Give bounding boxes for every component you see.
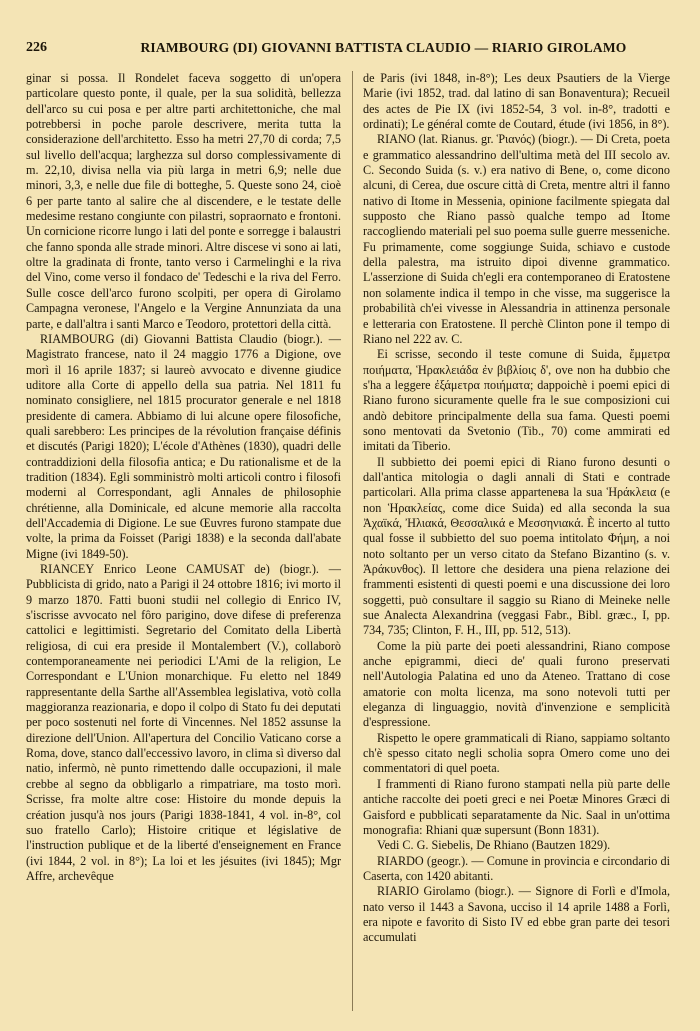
- column-divider: [352, 71, 353, 1011]
- paragraph: Come la più parte dei poeti alessandrini, Riano compose anche epigrammi, dieci de' quali furono preservati nell'Autologia Palatina ed uno da Ateneo. Trattano di cose amatorie con molta licenza, ma sono notevoli tutti per eleganza di linguaggio, novità d'invenzione e semplicità d'espressione.: [363, 638, 670, 730]
- paragraph: de Paris (ivi 1848, in-8°); Les deux Psautiers de la Vierge Marie (ivi 1852, trad. dal latino di san Bonaventura); Recueil des actes de Pie IX (ivi 1852-54, 3 vol. in-8°, tradotti e ordinati); Le général comte de Coutard, étude (ivi 1856, in 8°).: [363, 71, 670, 132]
- paragraph: Rispetto le opere grammaticali di Riano, sappiamo soltanto ch'è spesso citato negli scholia sopra Omero come uno dei commentatori di quel poeta.: [363, 730, 670, 776]
- paragraph: Il subbietto dei poemi epici di Riano furono desunti o dall'antica mitologia o dagli annali di Stati e contrade particolari. Alla prima classe appartenева la sua Ἡράκλεια (e non Ἡρακλείας, come dice Suida) ed alla seconda la sua Ἀχαϊκά, Ἠλιακά, Θεσσαλικά e Μεσσηνιακά. È incerto al tutto qual fosse il subbietto del suo poema intitolato Φήμη, a noi noto soltanto per un verso citato da Stefano Bizantino (s. v. Ἀράκυνθος). Il lettore che desidera una piena relazione dei frammenti esistenti di questi poemi e una discussione dei loro soggetti, può consultare il saggio su Riano di Meineke nelle sue Analecta Alexandrina (veggasi Fabr., Bibl. græc., I, pp. 734, 735; Clinton, F. H., III, pp. 512, 513).: [363, 454, 670, 638]
- page-header: [26, 38, 666, 60]
- right-column: [363, 71, 670, 946]
- entry-riambourg: RIAMBOURG (di) Giovanni Battista Claudio (biogr.). — Magistrato francese, nato il 24 maggio 1776 a Digione, ove morì il 16 aprile 1837; si laureò avvocato e divenne giudice uditore alla Corte di appello della sua patria. Nel 1811 fu nominato consigliere, nel 1815 procurator generale e nel 1818 presidente di camera. Abbiamo di lui alcune opere filosofiche, quali sarebbero: Les principes de la révolution française définis et discutés (Parigi 1820); L'école d'Athènes (1830), quadri delle contraddizioni della filosofia antica; e Du rationalisme et de la tradition (1834). Egli somministrò molti articoli contro i filosofi moderni al Correspondant, agli Annales de philosophie chrétienne, alla Dominicale, ed alcune memorie alla raccolta dell'Accademia di Digione. Le sue Œuvres furono stampate due volte, la prima da Foisset (Parigi 1838) e la seconda dall'abate Migne (ivi 1849-50).: [26, 331, 341, 561]
- page-number: 226: [26, 40, 47, 55]
- entry-riano: RIANO (lat. Rianus. gr. Ῥιανός) (biogr.). — Di Creta, poeta e grammatico alessandrino dell'ultima metà del III secolo av. C. Secondo Suida (s. v.) era nativo di Bene, o, come dicono alcuni, di Cerea, due oscure città di Creta, mentre altri il fanno nativo di Itome in Messenia, opinione facilmente spiegata dal supposto che Riano passò qualche tempo ad Itome raccogliendo materiali pel suo poema sulle guerre messeniche. Fu primamente, come soggiunge Suida, schiavo e custode della palestra, ma istruito dipoi divenne grammatico. L'asserzione di Suida ch'egli era contemporaneo di Eratostene non solamente indica il tempo in che visse, ma suggerisce la probabilità ch'ei vivesse in Alessandria in attinenza personale e letteraria con Eratostene. Il perchè Clinton pone il tempo di Riano nel 222 av. C.: [363, 132, 670, 346]
- paragraph: Ei scrisse, secondo il teste comune di Suida, ἔμμετρα ποιήματα, Ἡρακλειάδα ἐν βιβλίοις δ', ove non ha dubbio che s'ha a leggere ἐξάμετρα ποιήματα; dappoichè i poemi epici di Riano furono sicuramente quelle fra le sue composizioni cui andò debitore principalmente della sua fama. Questi poemi sono mentovati da Svetonio (Tib., 70) come ammirati ed imitati da Tiberio.: [363, 347, 670, 454]
- paragraph: ginar si possa. Il Rondelet faceva soggetto di un'opera particolare questo ponte, il quale, per la sua solidità, bellezza dell'arco su cui posa e per altre parti architettoniche, che mal potrebbersi in poche parole descrivere, merita tutta la considerazione dell'architetto. Esso ha metri 27,70 di corda; 7,5 sul livello dell'acqua; larghezza sul dorso complessivamente di m. 22,10, divisa nella via più larga in metri 6,9; nelle due minori, 3,3, e nelle due file di botteghe, 5. Queste sono 24, cioè 6 per parte tanto al salire che al discendere, e le testate delle medesime restano congiunte con pilastri, sopraornato e frontoni. Un cornicione ricorre lungo i lati del ponte e sorregge i balaustri che fanno sponda alle strade minori. Altre discese vi sono ai lati, oltre la gradinata di fronte, tanto verso i Carmelinghi e la riva del Vino, come verso il fondaco de' Tedeschi e la riva del Ferro. Sulle cosce dell'arco furono scolpiti, per opera di Girolamo Campagna veronese, l'Angelo e la Vergine Annunziata da una parte, e dall'altra i santi Marco e Teodoro, protettori della città.: [26, 71, 341, 331]
- left-column: [26, 71, 341, 884]
- paragraph: Vedi C. G. Siebelis, De Rhiano (Bautzen 1829).: [377, 838, 611, 853]
- running-title: RIAMBOURG (DI) GIOVANNI BATTISTA CLAUDIO — RIARIO GIROLAMO: [140, 40, 627, 55]
- paragraph: I frammenti di Riano furono stampati nella più parte delle antiche raccolte dei poeti greci e nei Poetæ Minores Græci di Gaisford e pubblicati separatamente da Nic. Saal in un'ottima monografia: Rhiani quæ supersunt (Bonn 1831).: [363, 776, 670, 837]
- entry-riario: RIARIO Girolamo (biogr.). — Signore di Forlì e d'Imola, nato verso il 1443 a Savona, ucciso il 14 aprile 1488 a Forlì, era nipote e favorito di Sisto IV ed ebbe gran parte dei tesori accumulati: [363, 884, 670, 945]
- entry-riardo: RIARDO (geogr.). — Comune in provincia e circondario di Caserta, con 1420 abitanti.: [363, 853, 670, 883]
- entry-riancey: RIANCEY Enrico Leone CAMUSAT de) (biogr.). — Pubblicista di grido, nato a Parigi il 24 ottobre 1816; ivi morto il 9 marzo 1870. Fatti buoni studii nel collegio di Enrico IV, s'iscrisse avvocato nel fôro parigino, dove difese di preferenza cattolici e legittimisti. Segretario del Comitato della Libertà religiosa, di cui era preside il Montalembert (V.), collaborò contemporaneamente nei periodici L'Ami de la religion, Le Correspondant e L'Union monarchique. Fu eletto nel 1849 rappresentante della Sarthe all'Assemblea legislativa, votò colla maggioranza reazionaria, e dopo il colpo di Stato fu dei deputati per poco sostenuti nel forte di Vincennes. Nel 1852 assunse la direzione dell'Union. All'apertura del Concilio Vaticano corse a Roma, dove, stanco dall'eccessivo lavoro, in clima sì diverso dal natio, infermò, nè punto rimettendo dalle occupazioni, il male crebbe al segno da obbligarlo a rimpatriare, ma tosto morì. Scrisse, fra molte altre cose: Histoire du monde depuis la création jusqu'à nos jours (Parigi 1838-1841, 4 vol. in-8°, col suo fratello Carlo); Histoire critique et législative de l'instruction publique et de la liberté d'enseignement en France (ivi 1844, 2 vol. in 8°); La loi et les jésuites (ivi 1845); Mgr Affre, archevêque: [26, 562, 341, 883]
